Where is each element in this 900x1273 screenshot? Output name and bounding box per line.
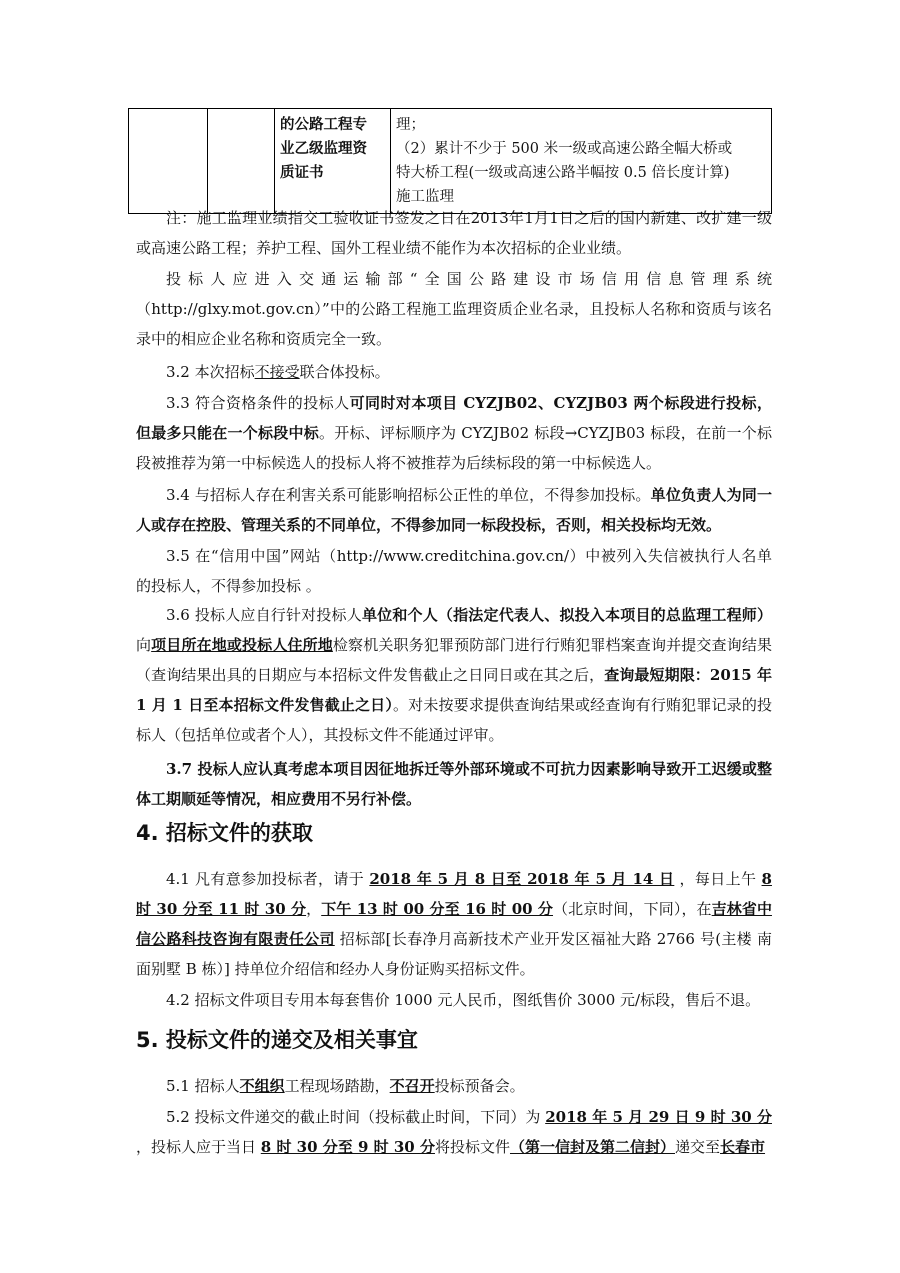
clause-3-5: 3.5 在“信用中国”网站（http://www.creditchina.gov.cn/）中被列入失信被执行人名单的投标人，不得参加投标 。 bbox=[136, 547, 772, 595]
cell-line: 理； bbox=[396, 117, 425, 133]
performance-note bbox=[136, 203, 772, 263]
emphasis-text: 不召开 bbox=[389, 1077, 435, 1095]
clause-text: 5.2 投标文件递交的截止时间（投标截止时间，下同）为 bbox=[166, 1108, 546, 1126]
clause-text: 向 bbox=[136, 636, 152, 654]
cell-line: 的公路工程专 bbox=[280, 116, 367, 133]
clause-text: 3.6 投标人应自行针对投标人 bbox=[166, 606, 362, 624]
clause-3-3 bbox=[136, 388, 772, 478]
table-cell-empty bbox=[129, 109, 208, 214]
deadline: 2018 年 5 月 29 日 9 时 30 分 bbox=[545, 1108, 772, 1126]
time-range: 8 时 30 分至 9 时 30 分 bbox=[260, 1138, 435, 1156]
mot-directory-paragraph: 投标人应进入交通运输部“全国公路建设市场信用信息管理系统（http://glxy.mot.gov.cn）”中的公路工程施工监理资质企业名录，且投标人名称和资质与该名录中的相应企业名称和资质完全一致。 bbox=[136, 270, 772, 348]
section-heading-5: 5. 投标文件的递交及相关事宜 bbox=[136, 1028, 418, 1052]
qualification-table bbox=[128, 108, 772, 214]
clause-3-6 bbox=[136, 600, 772, 750]
cell-line: 施工监理 bbox=[396, 189, 454, 205]
clause-text: ， bbox=[306, 900, 322, 918]
clause-text: 招标部[长春净月高新技术产业开发区福祉大路 2766 号(主楼 南面别墅 B 栋）] 持单位介绍信和经办人身份证购买招标文件。 bbox=[136, 930, 772, 978]
time-range: 下午 13 时 00 分至 16 时 00 分 bbox=[321, 900, 554, 918]
emphasis-text: （第一信封及第二信封） bbox=[509, 1138, 675, 1156]
clause-3-7: 3.7 投标人应认真考虑本项目因征地拆迁等外部环境或不可抗力因素影响导致开工迟缓或整体工期顺延等情况，相应费用不另行补偿。 bbox=[136, 760, 772, 808]
clause-text: 递交至 bbox=[675, 1138, 721, 1156]
clause-text: （北京时间，下同），在 bbox=[553, 900, 712, 918]
emphasis-text: 查询最短期限：2015 年 1 月 1 日至本招标文件发售截止之日） bbox=[136, 666, 772, 714]
time-range: 8 时 30 分至 11 时 30 分 bbox=[136, 870, 772, 918]
clause-text: 。对未按要求提供查询结果或经查询有行贿犯罪记录的投标人（包括单位或者个人），其投标文件不能通过评审。 bbox=[136, 696, 772, 744]
clause-text: 3.4 与招标人存在利害关系可能影响招标公正性的单位，不得参加投标。 bbox=[166, 486, 651, 504]
table-cell-requirement bbox=[391, 109, 772, 214]
emphasis-text: 单位和个人（指法定代表人、拟投入本项目的总监理工程师） bbox=[361, 606, 772, 624]
clause-text: 5.1 招标人 bbox=[166, 1077, 240, 1095]
clause-text: ，每日上午 bbox=[674, 870, 762, 888]
cell-line: （2）累计不少于 500 米一级或高速公路全幅大桥或 bbox=[396, 141, 733, 157]
emphasis-text: 项目所在地或投标人住所地 bbox=[151, 636, 333, 654]
clause-text: 3.2 本次招标 bbox=[166, 363, 255, 381]
emphasis-text: 不组织 bbox=[239, 1077, 285, 1095]
emphasis-text: 可同时对本项目 CYZJB02、CYZJB03 两个标段进行投标，但最多只能在一个标段中标 bbox=[136, 394, 773, 442]
note-text: 注：施工监理业绩指交工验收证书签发之日在2013年1月1日之后的国内新建、改扩建一级或高速公路工程；养护工程、国外工程业绩不能作为本次招标的企业业绩。 bbox=[136, 209, 772, 257]
emphasis-text: 长春市 bbox=[720, 1138, 766, 1156]
table-cell-empty bbox=[208, 109, 275, 214]
date-range: 2018 年 5 月 8 日至 2018 年 5 月 14 日 bbox=[369, 870, 675, 888]
clause-4-2: 4.2 招标文件项目专用本每套售价 1000 元人民币，图纸售价 3000 元/标段，售后不退。 bbox=[166, 991, 761, 1009]
company-name: 吉林省中信公路科技咨询有限责任公司 bbox=[136, 900, 772, 948]
emphasis-text: 不接受 bbox=[254, 363, 300, 381]
cell-line: 质证书 bbox=[280, 164, 324, 181]
table-row bbox=[129, 109, 772, 214]
clause-text: 。开标、评标顺序为 CYZJB02 标段→CYZJB03 标段，在前一个标段被推荐为第一中标候选人的投标人将不被推荐为后续标段的第一中标候选人。 bbox=[136, 424, 772, 472]
clause-text: 检察机关职务犯罪预防部门进行行贿犯罪档案查询并提交查询结果（查询结果出具的日期应与本招标文件发售截止之日同日或在其之后， bbox=[136, 636, 772, 684]
cell-line: 特大桥工程(一级或高速公路半幅按 0.5 倍长度计算) bbox=[396, 165, 730, 181]
clause-text: 工程现场踏勘， bbox=[284, 1077, 390, 1095]
emphasis-text: 单位负责人为同一人或存在控股、管理关系的不同单位，不得参加同一标段投标，否则，相关投标均无效。 bbox=[136, 486, 772, 534]
clause-5-2 bbox=[136, 1102, 772, 1162]
clause-text: 投标预备会。 bbox=[434, 1077, 525, 1095]
table-cell-certificate bbox=[275, 109, 391, 214]
clause-text: 3.3 符合资格条件的投标人 bbox=[166, 394, 350, 412]
section-heading-4: 4. 招标文件的获取 bbox=[136, 821, 313, 845]
clause-3-4 bbox=[136, 480, 772, 540]
clause-5-1 bbox=[136, 1071, 772, 1101]
clause-4-1 bbox=[136, 864, 772, 984]
clause-text: 联合体投标。 bbox=[299, 363, 390, 381]
clause-text: ，投标人应于当日 bbox=[136, 1138, 261, 1156]
clause-text: 4.1 凡有意参加投标者，请于 bbox=[166, 870, 370, 888]
clause-text: 将投标文件 bbox=[434, 1138, 510, 1156]
clause-3-2 bbox=[136, 357, 772, 387]
cell-line: 业乙级监理资 bbox=[280, 140, 367, 157]
